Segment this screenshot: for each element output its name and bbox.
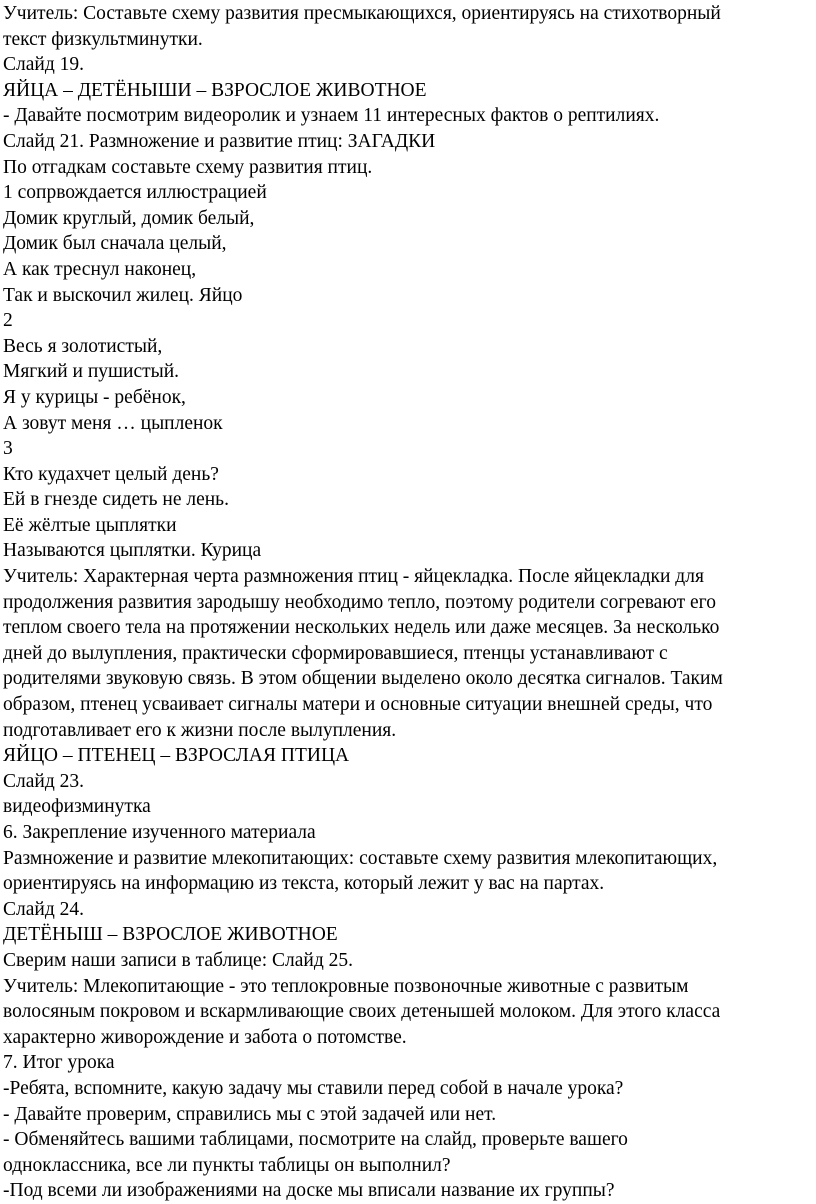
slide-reference: Слайд 19.	[3, 54, 84, 76]
development-scheme: ЯЙЦО – ПТЕНЕЦ – ВЗРОСЛАЯ ПТИЦА	[3, 745, 350, 767]
riddle-line: Домик был сначала целый,	[3, 233, 227, 255]
text-line: Размножение и развитие млекопитающих: составьте схему развития млекопитающих,	[3, 847, 718, 869]
text-line: Сверим наши записи в таблице: Слайд 25.	[3, 949, 353, 971]
text-line: образом, птенец усваивает сигналы матери и основные ситуации внешней среды, что	[3, 694, 713, 716]
section-heading: 7. Итог урока	[3, 1052, 115, 1074]
development-scheme: ЯЙЦА – ДЕТЁНЫШИ – ВЗРОСЛОЕ ЖИВОТНОЕ	[3, 79, 427, 101]
text-line: - Давайте посмотрим видеоролик и узнаем 11 интересных фактов о рептилиях.	[3, 105, 660, 127]
riddle-line: Ей в гнезде сидеть не лень.	[3, 489, 229, 511]
slide-reference: Слайд 23.	[3, 770, 84, 792]
riddle-number: 2	[3, 310, 13, 332]
text-line: Учитель: Млекопитающие - это теплокровные позвоночные животные с развитым	[3, 975, 689, 997]
riddle-line: Кто кудахчет целый день?	[3, 463, 219, 485]
riddle-line: Называются цыплятки. Курица	[3, 540, 262, 562]
text-line: По отгадкам составьте схему развития птиц.	[3, 156, 373, 178]
text-line: - Давайте проверим, справились мы с этой задачей или нет.	[3, 1103, 497, 1125]
riddle-line: Я у курицы - ребёнок,	[3, 386, 186, 408]
riddle-line: А зовут меня … цыпленок	[3, 412, 223, 434]
riddle-line: Домик круглый, домик белый,	[3, 207, 255, 229]
riddle-line: Весь я золотистый,	[3, 335, 163, 357]
text-line: характерно живорождение и забота о потомстве.	[3, 1026, 407, 1048]
text-line: родителями звуковую связь. В этом общении выделено около десятка сигналов. Таким	[3, 668, 723, 690]
riddle-line: Так и выскочил жилец. Яйцо	[3, 284, 243, 306]
text-line: дней до вылупления, практически сформировавшиеся, птенцы устанавливают с	[3, 642, 668, 664]
riddle-number: 3	[3, 438, 13, 460]
riddle-line: Её жёлтые цыплятки	[3, 514, 177, 536]
text-line: текст физкультминутки.	[3, 28, 203, 50]
riddle-line: А как треснул наконец,	[3, 258, 197, 280]
text-line: ориентируясь на информацию из текста, который лежит у вас на партах.	[3, 873, 605, 895]
text-line: Учитель: Характерная черта размножения птиц - яйцекладка. После яйцекладки для	[3, 566, 704, 588]
text-line: теплом своего тела на протяжении нескольких недель или даже месяцев. За несколько	[3, 617, 720, 639]
text-line: одноклассника, все ли пункты таблицы он выполнил?	[3, 1154, 451, 1176]
slide-reference: Слайд 21. Размножение и развитие птиц: ЗАГАДКИ	[3, 130, 436, 152]
text-line: подготавливает его к жизни после вылупления.	[3, 719, 397, 741]
text-line: продолжения развития зародышу необходимо тепло, поэтому родители согревают его	[3, 591, 716, 613]
text-line: Учитель: Составьте схему развития пресмыкающихся, ориентируясь на стихотворный	[3, 3, 721, 24]
text-line: волосяным покровом и вскармливающие своих детенышей молоком. Для этого класса	[3, 1001, 721, 1023]
slide-reference: Слайд 24.	[3, 898, 84, 920]
text-line: -Ребята, вспомните, какую задачу мы ставили перед собой в начале урока?	[3, 1077, 624, 1099]
section-heading: 6. Закрепление изученного материала	[3, 822, 316, 843]
text-line: - Обменяйтесь вашими таблицами, посмотрите на слайд, проверьте вашего	[3, 1129, 628, 1151]
development-scheme: ДЕТЁНЫШ – ВЗРОСЛОЕ ЖИВОТНОЕ	[3, 924, 338, 946]
riddle-line: Мягкий и пушистый.	[3, 361, 180, 383]
riddle-number: 1 сопрвождается иллюстрацией	[3, 182, 267, 204]
text-line: видеофизминутка	[3, 796, 151, 818]
text-line: -Под всеми ли изображениями на доске мы вписали название их группы?	[3, 1180, 615, 1202]
